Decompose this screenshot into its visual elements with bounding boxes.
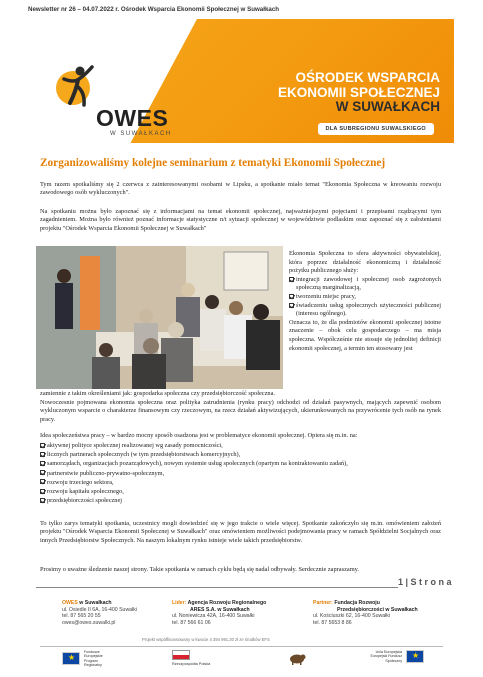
list-item: przedsiębiorczości społecznej [40, 496, 440, 505]
paragraph-meeting: Na spotkaniu można było zapoznać się z informacjami na temat ekonomii społecznej, najważniejszymi pojęciami i przepisami rządzącymi tym zagadnieniem. Można było również poznać informacje statystyczne n/t sytuacji społecznej w województwie podlaskim oraz zapoznać się z założeniami projektu "Ośrodek Wsparcia Ekonomii Społecznej w Suwałkach" [40, 208, 441, 232]
checkbox-icon [40, 452, 45, 457]
footer: OWES w Suwałkach ul. Osiedle II 6A, 16-400 Suwałki tel. 87 565 20 55 owes@owes.suwalki.pl Lider: Agencja Rozwoju Regionalnego ARES S.A. w Suwałkach ul. Noniewicza 42A, 16-400 Suwałki tel. 87 566 61 06 Partner: Fundacja Rozwoju Przedsiębiorczości w Suwałkach ul. Kościuszki 62, 16-400 Suwałki tel. 87 5653 8 86 Projekt współfinansowany w kwocie 4 394 991,30 zł ze środków EFS ★ Fundusze Europejskie Program Regionalny Rzeczpospolita Polska Unia Europejska Europejski Fundusz Społeczny ★ [0, 600, 483, 677]
podlaskie-bison-icon [288, 651, 306, 665]
paragraph-summary: To tylko zarys tematyki spotkania, uczestnicy mogli dowiedzieć się w jego trakcie o wiele więcej. Spotkanie zakończyło się m.in. omówieniem założeń projektu "Ośrodek Wsparcia Ekonomii Społecznej w Suwałkach" oraz omówieniem możliwości podejmowania pracy w ramach Spółdzielni Socjalnych oraz innych Przedsiębiorstw Społecznych. Na naszym lokalnym rynku istnieje wiele takich przedsiębiorstw. [40, 520, 441, 544]
list-item: rozwoju kapitału społecznego, [40, 487, 440, 496]
definition-column [289, 250, 441, 353]
checkbox-icon [289, 294, 294, 299]
logo-subtitle: W SUWAŁKACH [110, 131, 172, 137]
checkbox-icon [289, 277, 294, 282]
org-name-line1: OŚRODEK WSPARCIA [295, 70, 440, 85]
footer-divider [40, 646, 443, 647]
checkbox-icon [40, 489, 45, 494]
paragraph-intro: Tym razem spotkaliśmy się 2 czerwca z zainteresowanymi osobami w Lipsku, a spotkanie miało temat "Ekonomia Społeczna w kreowaniu rozwoju zawodowego osób wykluczonych". [40, 181, 441, 197]
list-item: świadczeniu usług społecznych użyteczności publicznej (interesu ogólnego). [289, 302, 441, 319]
paragraph-modern: Nowoczesnie pojmowana ekonomia społeczna oraz polityka zatrudnienia (rynku pracy) odchodzi od działań pasywnych, mających zapewnić osobom wykluczonym wsparcie o charakterze finansowym czy rzeczowym, na rzecz działań aktywizujących, ukierunkowanych na przywrócenie tych osób na rynek pracy. [40, 399, 441, 423]
paragraph-society: Idea społeczeństwa pracy – w bardzo mocny sposób osadzona jest w problematyce ekonomii społecznej. Opiera się m.in. na: [40, 432, 358, 439]
owes-banner [22, 19, 454, 143]
footer-partner-contact: Partner: Fundacja Rozwoju Przedsiębiorczości w Suwałkach ul. Kościuszki 62, 16-400 Suwałki tel. 87 5653 8 86 [313, 600, 418, 626]
list-item: aktywnej polityce społecznej realizowanej wg zasady pomocniczości, [40, 441, 440, 450]
checkbox-icon [289, 303, 294, 308]
list-item: rozwoju trzeciego sektora, [40, 478, 440, 487]
newsletter-header: Newsletter nr 26 – 04.07.2022 r. Ośrodek Wsparcia Ekonomii Społecznej w Suwałkach [28, 6, 280, 13]
eu-social-fund-logo: Unia Europejska Europejski Fundusz Społeczny ★ [362, 650, 424, 663]
list-item: integracji zawodowej i społecznej osob zagrożonych społeczną marginalizacją, [289, 276, 441, 293]
checkbox-icon [40, 470, 45, 475]
eu-funds-icon [62, 652, 80, 665]
logo-wordmark: OWES [96, 105, 169, 131]
list-item: tworzeniu miejsc pracy, [289, 293, 441, 302]
footer-owes-contact: OWES w Suwałkach ul. Osiedle II 6A, 16-400 Suwałki tel. 87 565 20 55 owes@owes.suwalki.pl [62, 600, 137, 626]
checkbox-icon [40, 479, 45, 484]
org-name [278, 71, 440, 115]
list-item: partnerstwie publiczno-prywatno-społecznym, [40, 469, 440, 478]
checkbox-icon [40, 461, 45, 466]
page-divider [36, 587, 398, 588]
list-item: samorządach, organizacjach pozarządowych), nowym systemie usług społecznych (opartym na kontraktowaniu zadań), [40, 459, 440, 468]
definition-tail: Oznacza to, że dla podmiotów ekonomii społecznej istotne znaczenie – obok celu gospodarczego – ma misja społeczna. Współcześnie nie stosuje się jednolitej definicji ekonomii społecznej, a termin ten stosowany jest [289, 318, 441, 352]
checkbox-icon [40, 443, 45, 448]
org-name-line2: EKONOMII SPOŁECZNEJ [277, 84, 440, 100]
page-number: 1 | S t r o n a [398, 577, 452, 587]
eu-funds-logo: ★ Fundusze Europejskie Program Regionalny [62, 650, 116, 668]
person-sun-logo-icon [58, 63, 96, 107]
paragraph-synonyms: zamiennie z takim określeniami jak: gospodarka społeczna czy przedsiębiorczość społeczna. [40, 390, 275, 397]
eu-flag-icon [406, 650, 424, 663]
seminar-photo-icon [36, 246, 283, 389]
society-list [40, 441, 440, 505]
paragraph-invitation: Prosimy o uważne śledzenie naszej strony. Takie spotkania w ramach cyklu będą się nadal odbywały. Serdecznie zapraszamy. [40, 566, 359, 573]
checkbox-icon [40, 498, 45, 503]
polish-flag-icon [172, 650, 190, 660]
article-title: Zorganizowaliśmy kolejne seminarium z tematyki Ekonomii Społecznej [40, 157, 386, 169]
definition-intro: Ekonomia Społeczna to sfera aktywności obywatelskiej, która poprzez działalność ekonomiczną i działalność pożytku publicznego służy: [289, 250, 441, 275]
footer-email-link[interactable]: owes@owes.suwalki.pl [62, 619, 116, 626]
list-item: licznych partnerach społecznych (w tym przedsiębiorstwach komercyjnych), [40, 450, 440, 459]
funding-note: Projekt współfinansowany w kwocie 4 394 991,30 zł ze środków EFS [142, 637, 270, 642]
subregion-badge: DLA SUBREGIONU SUWALSKIEGO [318, 123, 435, 135]
org-name-line3: W SUWAŁKACH [335, 99, 440, 114]
footer-leader-contact: Lider: Agencja Rozwoju Regionalnego ARES S.A. w Suwałkach ul. Noniewicza 42A, 16-400 Suwałki tel. 87 566 61 06 [172, 600, 267, 626]
